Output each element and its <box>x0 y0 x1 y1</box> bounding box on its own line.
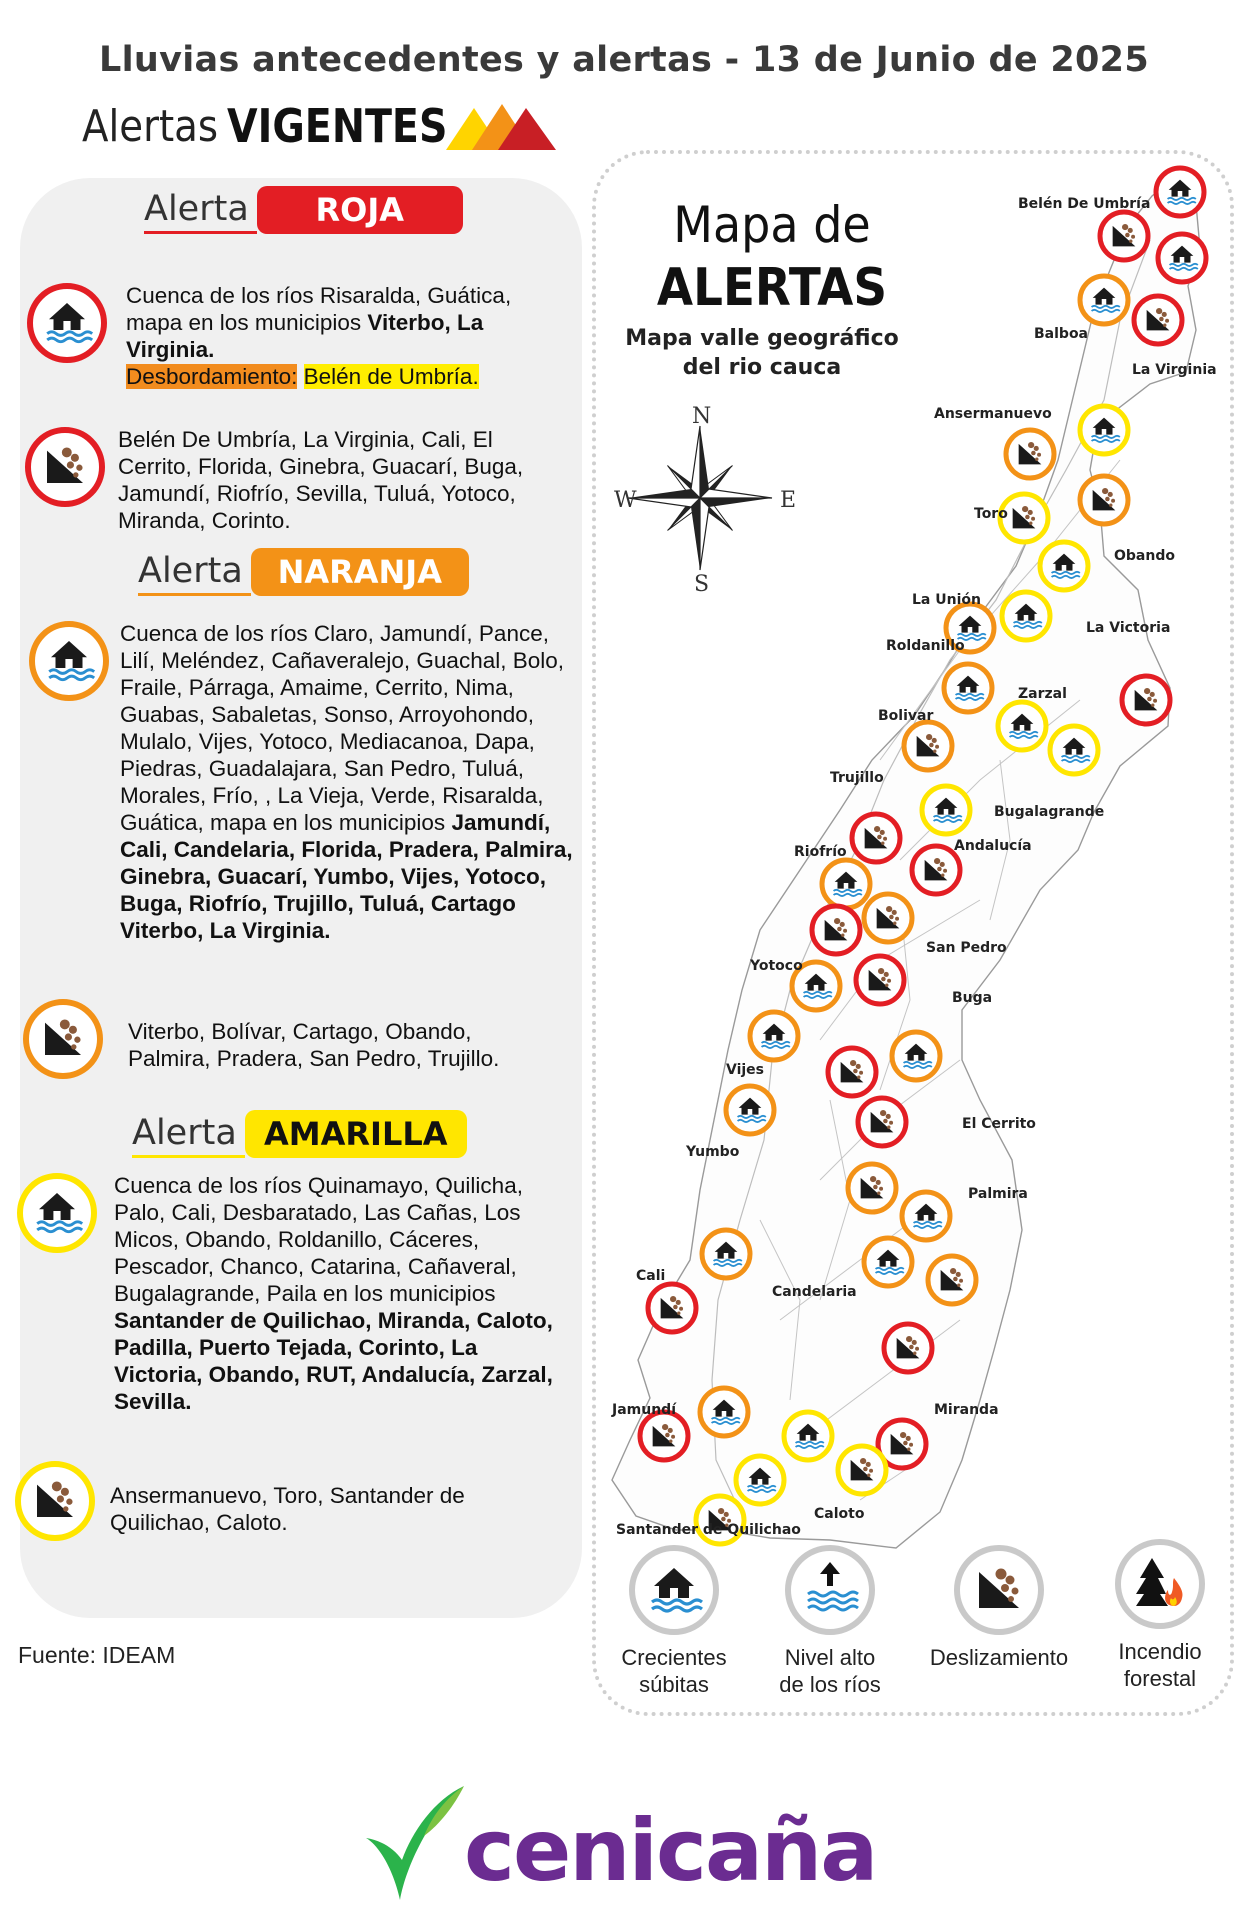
town-label: Yumbo <box>686 1144 740 1160</box>
town-label: Andalucía <box>954 838 1032 854</box>
alert-level-amarilla: AMARILLA <box>245 1110 467 1158</box>
town-label: Jamundí <box>612 1402 676 1418</box>
map-marker-flood-icon <box>1050 726 1098 774</box>
map-marker-flood-icon <box>726 1086 774 1134</box>
alert-level-naranja: NARANJA <box>251 548 469 596</box>
compass-e: E <box>780 488 797 513</box>
map-marker-landslide-icon <box>1134 296 1182 344</box>
map-marker-landslide-icon <box>904 722 952 770</box>
legend-nivel-alto: Nivel alto de los ríos <box>760 1544 900 1698</box>
map-marker-flood-icon <box>922 786 970 834</box>
map-marker-landslide-icon <box>838 1446 886 1494</box>
map-marker-landslide-icon <box>858 1098 906 1146</box>
subtitle-bold: VIGENTES <box>226 99 448 153</box>
landslide-icon <box>953 1544 1045 1636</box>
town-label: La Victoria <box>1086 620 1171 636</box>
map-marker-landslide-icon <box>1006 430 1054 478</box>
alert-word: Alerta <box>144 189 257 234</box>
town-label: Caloto <box>814 1506 865 1522</box>
town-label: Miranda <box>934 1402 999 1418</box>
town-label: Yotoco <box>750 958 803 974</box>
alert-word: Alerta <box>132 1113 245 1158</box>
town-label: Vijes <box>726 1062 765 1078</box>
town-label: Roldanillo <box>886 638 965 654</box>
town-label: Bolivar <box>878 708 934 724</box>
map-marker-landslide-icon <box>648 1284 696 1332</box>
map-marker-landslide-icon <box>928 1256 976 1304</box>
map-marker-flood-icon <box>902 1192 950 1240</box>
desbordamiento-value: Belén de Umbría. <box>303 364 479 389</box>
map-marker-flood-icon <box>822 860 870 908</box>
desbordamiento-label: Desbordamiento: <box>126 364 298 389</box>
main-title: Lluvias antecedentes y alertas - 13 de Junio de 2025 <box>99 40 1149 80</box>
alert-level-roja: ROJA <box>257 186 463 234</box>
compass-s: S <box>694 572 710 597</box>
map-marker-landslide-icon <box>1122 676 1170 724</box>
map-title-line2: ALERTAS <box>656 258 888 318</box>
map-marker-landslide-icon <box>1100 212 1148 260</box>
compass-w: W <box>614 488 637 513</box>
map-marker-flood-icon <box>864 1238 912 1286</box>
forest-fire-icon <box>1114 1538 1206 1630</box>
map-marker-flood-icon <box>736 1456 784 1504</box>
map-marker-landslide-icon <box>884 1324 932 1372</box>
map-marker-flood-icon <box>1002 592 1050 640</box>
town-label: Balboa <box>1034 326 1089 342</box>
legend-crecientes: Crecientes súbitas <box>604 1544 744 1698</box>
roja-deslizamiento-text: Belén De Umbría, La Virginia, Cali, El Cerrito, Florida, Ginebra, Guacarí, Buga, Jamundí, Riofrío, Sevilla, Tuluá, Yotoco, Miranda, Corinto. <box>118 427 524 533</box>
map-marker-flood-icon <box>1080 406 1128 454</box>
flood-house-icon <box>628 1544 720 1636</box>
map-marker-flood-icon <box>892 1032 940 1080</box>
map-title-line1: Mapa de <box>673 196 871 254</box>
town-label: Santander de Quilichao <box>616 1522 801 1538</box>
map-marker-landslide-icon <box>912 846 960 894</box>
map-marker-landslide-icon <box>812 906 860 954</box>
town-label: Toro <box>974 506 1008 522</box>
map-marker-landslide-icon <box>1080 476 1128 524</box>
map-marker-flood-icon <box>750 1012 798 1060</box>
map-marker-flood-icon <box>944 664 992 712</box>
map-marker-flood-icon <box>1158 234 1206 282</box>
roja-crecientes-text: Cuenca de los ríos Risaralda, Guática, mapa en los municipios Viterbo, La Virginia. Desbordamiento: Belén de Umbría. <box>126 283 512 389</box>
town-label: El Cerrito <box>962 1116 1036 1132</box>
map-marker-landslide-icon <box>852 814 900 862</box>
town-label: La Unión <box>912 592 981 608</box>
map-marker-landslide-icon <box>640 1412 688 1460</box>
town-label: Buga <box>952 990 993 1006</box>
naranja-crecientes-text: Cuenca de los ríos Claro, Jamundí, Pance, Lilí, Meléndez, Cañaveralejo, Guachal, Bolo, Fraile, Párraga, Amaime, Cerrito, Nima, Guabas, Sabaletas, Sonso, Arroyohondo, Mulalo, Vijes, Yotoco, Mediacanoa, Dapa, Piedras, Guadalajara, San Pedro, Tuluá, Morales, Frío, , La Vieja, Verde, Risaralda, Guática, mapa en los municipios Jamundí, Cali, Candelaria, Florida, Pradera, Palmira, Ginebra, Guacarí, Yumbo, Vijes, Yotoco, Buga, Riofrío, Trujillo, Tuluá, Cartago Viterbo, La Virginia. <box>120 621 573 943</box>
alert-word: Alerta <box>138 551 251 596</box>
map-marker-landslide-icon <box>848 1164 896 1212</box>
map-marker-landslide-icon <box>828 1048 876 1096</box>
map-marker-flood-icon <box>1080 276 1128 324</box>
town-label: Riofrío <box>794 844 847 860</box>
town-label: Bugalagrande <box>994 804 1105 820</box>
town-label: San Pedro <box>926 940 1007 956</box>
map-marker-flood-icon <box>702 1230 750 1278</box>
town-label: Candelaria <box>772 1284 857 1300</box>
town-label: Belén De Umbría <box>1018 196 1151 212</box>
town-label: Zarzal <box>1018 686 1067 702</box>
naranja-deslizamiento-text: Viterbo, Bolívar, Cartago, Obando, Palmira, Pradera, San Pedro, Trujillo. <box>128 1019 500 1071</box>
map-marker-flood-icon <box>784 1412 832 1460</box>
town-label: Trujillo <box>830 770 884 786</box>
town-label: Obando <box>1114 548 1175 564</box>
legend-incendio: Incendio forestal <box>1090 1538 1230 1692</box>
map-marker-flood-icon <box>1156 168 1204 216</box>
river-level-icon <box>784 1544 876 1636</box>
source-note: Fuente: IDEAM <box>18 1642 176 1668</box>
map-subtitle: Mapa valle geográfico del rio cauca <box>625 326 899 380</box>
town-label: Palmira <box>968 1186 1028 1202</box>
map-marker-flood-icon <box>1040 542 1088 590</box>
subtitle-light: Alertas <box>82 100 219 152</box>
compass-n: N <box>692 404 712 429</box>
map-marker-flood-icon <box>998 702 1046 750</box>
legend-deslizamiento: Deslizamiento <box>914 1544 1084 1671</box>
leaf-check-icon <box>360 1776 470 1906</box>
amarilla-crecientes-text: Cuenca de los ríos Quinamayo, Quilicha, Palo, Cali, Desbaratado, Las Cañas, Los Micos, Obando, Roldanillo, Cáceres, Pescador, Chanco, Catarina, Cañaveral, Bugalagrande, Paila en los municipios Santander de Quilichao, Miranda, Caloto, Padilla, Puerto Tejada, Corinto, La Victoria, Obando, RUT, Andalucía, Zarzal, Sevilla. <box>114 1173 553 1414</box>
logo-text: cenicaña <box>464 1801 877 1901</box>
town-label: Cali <box>636 1268 666 1284</box>
town-label: La Virginia <box>1132 362 1217 378</box>
map-marker-flood-icon <box>700 1388 748 1436</box>
map-marker-landslide-icon <box>864 894 912 942</box>
town-label: Ansermanuevo <box>934 406 1052 422</box>
cenicana-logo <box>360 1776 876 1906</box>
amarilla-deslizamiento-text: Ansermanuevo, Toro, Santander de Quilichao, Caloto. <box>110 1483 465 1535</box>
map-marker-landslide-icon <box>856 956 904 1004</box>
